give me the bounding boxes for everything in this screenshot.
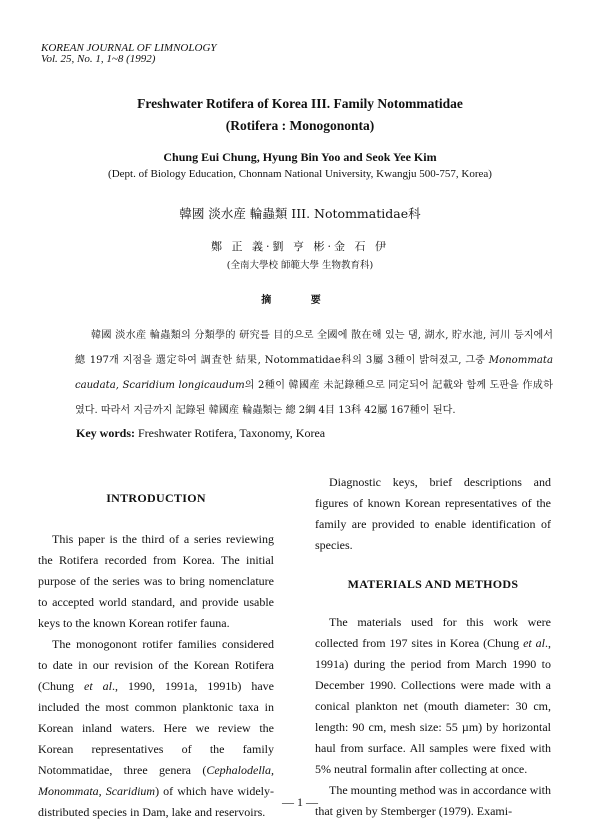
intro-p2-text-b: ., 1990, 1991a, 1991b) have included the most common planktonic taxa in Korean inland waters. Here we review the Korean representatives of the family Notommatidae, three genera ( <box>38 679 275 777</box>
methods-p1-etal: et al <box>523 636 545 650</box>
intro-p2-text-c: ) of which have widely-distributed species in Dam, lake and reservoirs. <box>38 784 274 819</box>
journal-citation: Vol. 25, No. 1, 1~8 (1992) <box>41 53 156 65</box>
paper-title-line1: Freshwater Rotifera of Korea III. Family Notommatidae <box>137 96 463 111</box>
keywords <box>76 426 325 441</box>
keywords-text: Freshwater Rotifera, Taxonomy, Korea <box>135 426 326 440</box>
left-column <box>38 488 274 823</box>
journal-name: KOREAN JOURNAL OF LIMNOLOGY <box>41 42 217 54</box>
korean-affiliation: (全南大學校 師範大學 生物教育科) <box>226 260 374 271</box>
author-affiliation: (Dept. of Biology Education, Chonnam National University, Kwangju 500-757, Korea) <box>108 168 492 180</box>
introduction-heading: INTRODUCTION <box>106 491 206 505</box>
korean-abstract-heading: 摘 要 <box>261 295 339 306</box>
methods-p1-text-a: The materials used for this work were collected from 197 sites in Korea (Chung <box>315 615 551 650</box>
abstract-species-names: Monommata caudata, Scaridium longicaudum <box>75 355 553 391</box>
right-column <box>315 472 551 822</box>
keywords-label: Key words: <box>76 426 135 440</box>
intro-p2-genera: Cephalodella, Monommata, Scaridium <box>38 763 274 798</box>
methods-paragraph-2: The mounting method was in accordance with that given by Stemberger (1979). Exami- <box>315 783 551 818</box>
korean-abstract <box>75 323 553 423</box>
methods-heading: MATERIALS AND METHODS <box>347 577 519 591</box>
page-number: — 1 — <box>282 795 318 809</box>
intro-p2-etal: et al <box>84 679 113 693</box>
methods-paragraph-1 <box>315 612 551 780</box>
korean-abstract-paragraph <box>75 323 553 423</box>
abstract-text-2: 의 2種이 韓國産 未記錄種으로 同定되어 記載와 함께 도판을 作成하였다. 따라서 지금까지 記錄된 韓國産 輪蟲類는 總 2綱 4目 13科 42屬 167種이 된다. <box>75 380 553 416</box>
korean-title: 韓國 淡水産 輪蟲類 III. Notommatidae科 <box>179 206 421 221</box>
intro-paragraph-1: This paper is the third of a series reviewing the Rotifera recorded from Korea. The initial purpose of the series was to bring nomenclature to accepted world standard, and provide usable keys to the known Korean rotifer fauna. <box>38 532 274 630</box>
korean-authors: 鄭 正 義·劉 亨 彬·金 石 伊 <box>211 240 389 253</box>
intro-p2-text-a: The monogonont rotifer families considered to date in our revision of the Korean Rotifera (Chung <box>38 637 274 693</box>
paper-title-line2: (Rotifera : Monogononta) <box>225 118 375 133</box>
methods-p1-text-b: ., 1991a) during the period from March 1990 to December 1990. Collections were made with a conical plankton net (mouth diameter: 30 cm, length: 90 cm, mesh size: 55 µm) by horizontal haul from surface. All samples were fixed with 5% neutral formalin after collecting at once. <box>315 636 551 776</box>
diagnostic-keys-paragraph: Diagnostic keys, brief descriptions and figures of known Korean representatives of the family are provided to enable identification of species. <box>315 475 551 552</box>
abstract-text-1: 韓國 淡水産 輪蟲類의 分類學的 研究를 目的으로 全國에 散在해 있는 댐, 湖水, 貯水池, 河川 등지에서 總 197개 지점을 選定하여 調査한 結果, Notommatidae科의 3屬 3種이 밝혀졌고, 그중 <box>75 330 553 366</box>
journal-header <box>41 43 217 65</box>
author-list: Chung Eui Chung, Hyung Bin Yoo and Seok Yee Kim <box>163 150 437 164</box>
